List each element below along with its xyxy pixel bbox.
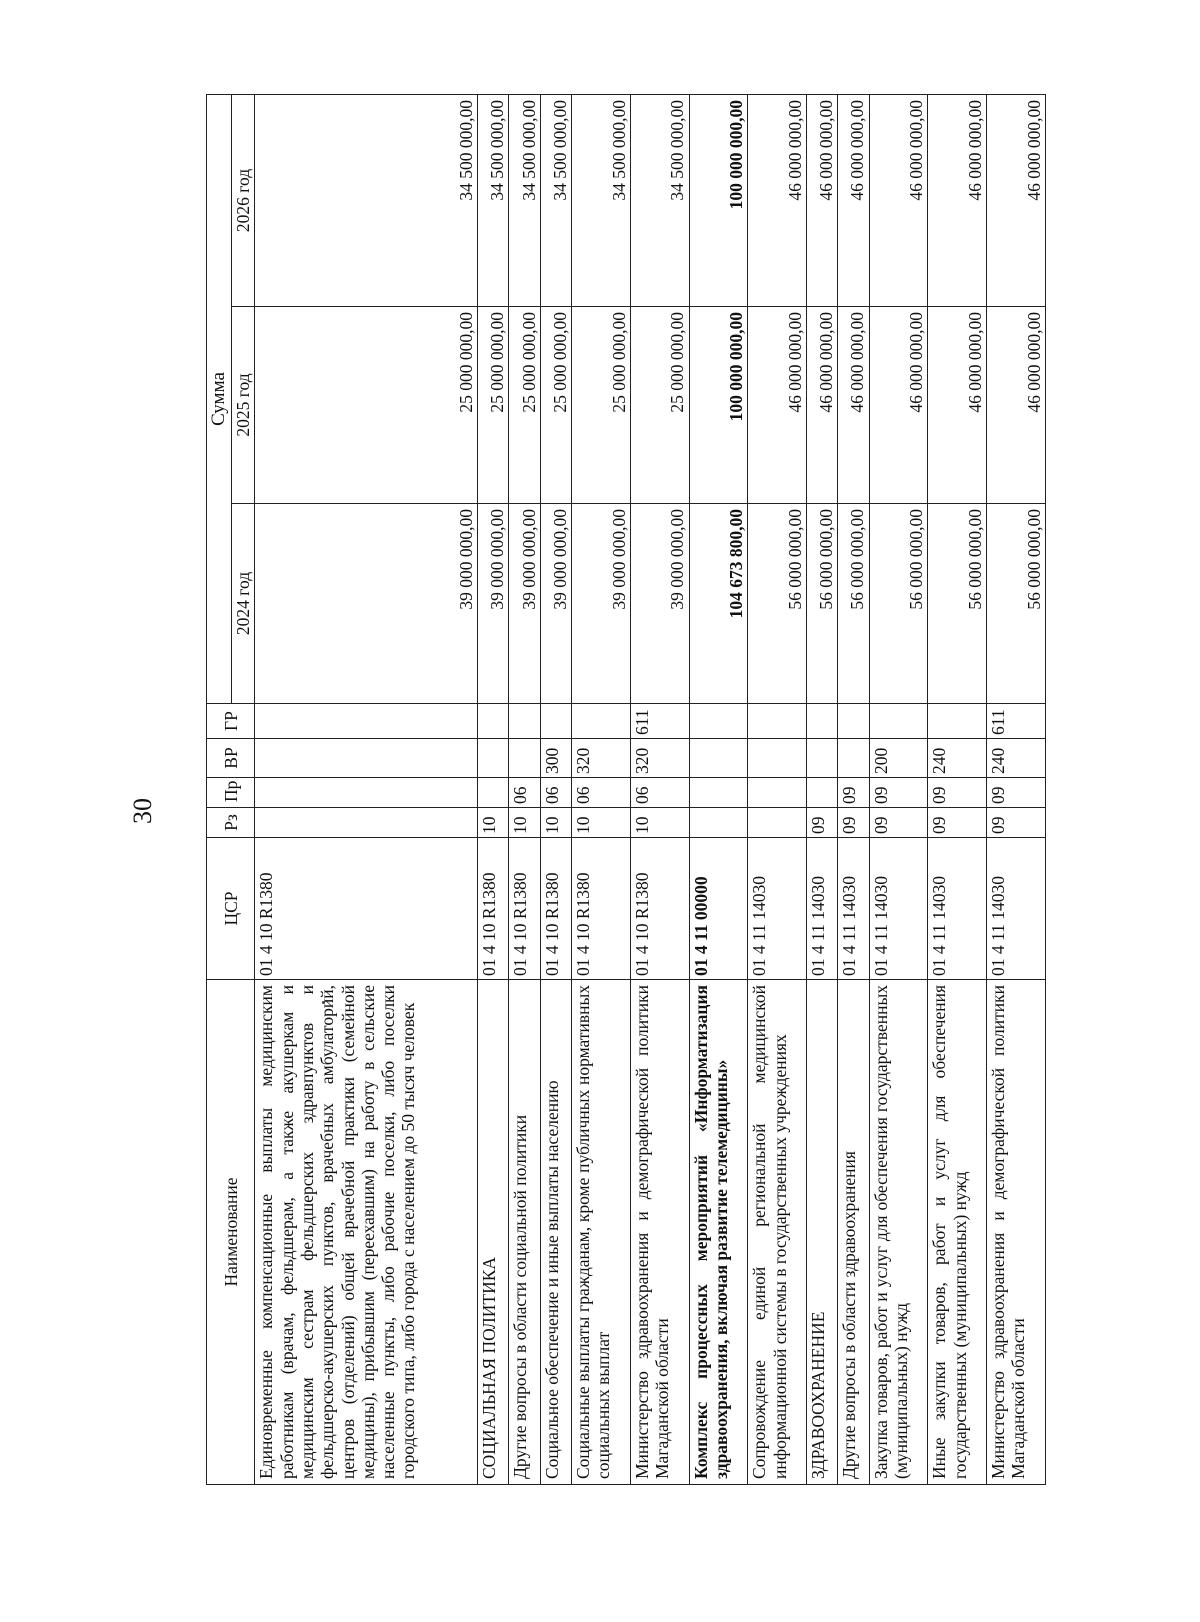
row-vr: 320 <box>572 739 631 778</box>
row-rz <box>689 808 748 838</box>
row-amount-2025: 25 000 000,00 <box>509 307 540 504</box>
row-rz: 10 <box>478 808 509 838</box>
header-gr: ГР <box>207 704 255 739</box>
row-amount-2026: 34 500 000,00 <box>540 94 571 306</box>
row-pr: 09 <box>838 778 869 808</box>
header-pr: Пр <box>207 778 255 808</box>
table-body <box>255 94 1046 1484</box>
row-amount-2024: 56 000 000,00 <box>807 504 838 704</box>
header-sum: Сумма <box>207 94 232 703</box>
header-csr: ЦСР <box>207 838 255 980</box>
row-gr <box>807 704 838 739</box>
row-pr: 09 <box>869 778 928 808</box>
row-amount-2024: 104 673 800,00 <box>689 504 748 704</box>
row-vr <box>689 739 748 778</box>
row-amount-2024: 56 000 000,00 <box>838 504 869 704</box>
row-csr: 01 4 10 R1380 <box>478 838 509 980</box>
row-vr <box>255 739 478 778</box>
row-vr <box>478 739 509 778</box>
row-csr: 01 4 11 14030 <box>987 838 1046 980</box>
table-header <box>207 94 255 1484</box>
row-rz: 09 <box>838 808 869 838</box>
row-amount-2024: 56 000 000,00 <box>869 504 928 704</box>
row-rz: 10 <box>630 808 689 838</box>
row-amount-2026: 34 500 000,00 <box>255 94 478 306</box>
row-amount-2025: 46 000 000,00 <box>869 307 928 504</box>
table-row <box>748 94 807 1484</box>
row-pr <box>748 778 807 808</box>
row-csr: 01 4 11 14030 <box>748 838 807 980</box>
table-row <box>255 94 478 1484</box>
row-amount-2025: 25 000 000,00 <box>540 307 571 504</box>
row-amount-2026: 46 000 000,00 <box>928 94 987 306</box>
row-amount-2026: 34 500 000,00 <box>572 94 631 306</box>
row-vr <box>838 739 869 778</box>
row-amount-2026: 46 000 000,00 <box>869 94 928 306</box>
row-pr: 09 <box>987 778 1046 808</box>
row-vr: 300 <box>540 739 571 778</box>
row-rz: 09 <box>987 808 1046 838</box>
row-name: Единовременные компенсационные выплаты медицинским работникам (врачам, фельдшерам, а также акушеркам и медицинским сестрам фельдшерских здравпунктов и фельдшерско-акушерских пунктов, врачебных амбулаторий, центров (отделений) общей врачебной практики (семейной медицины), прибывшим (переехавшим) на работу в сельские населенные пункты, либо рабочие поселки, либо поселки городского типа, либо города с населением до 50 тысяч человек <box>255 980 478 1485</box>
row-name: Социальное обеспечение и иные выплаты населению <box>540 980 571 1485</box>
row-rz: 09 <box>807 808 838 838</box>
table-row <box>540 94 571 1484</box>
row-amount-2024: 39 000 000,00 <box>572 504 631 704</box>
rotated-table-wrapper <box>206 95 1046 1485</box>
row-name: Сопровождение единой региональной медицинской информационной системы в государственных учреждениях <box>748 980 807 1485</box>
header-rz: Рз <box>207 808 255 838</box>
row-pr: 06 <box>540 778 571 808</box>
row-vr <box>509 739 540 778</box>
table-row <box>869 94 928 1484</box>
row-name: Комплекс процессных мероприятий «Информатизация здравоохранения, включая развитие телемедицины» <box>689 980 748 1485</box>
row-name: Министерство здравоохранения и демографической политики Магаданской области <box>630 980 689 1485</box>
row-vr <box>748 739 807 778</box>
row-amount-2026: 34 500 000,00 <box>630 94 689 306</box>
row-rz: 10 <box>509 808 540 838</box>
row-gr <box>572 704 631 739</box>
row-name: Закупка товаров, работ и услуг для обеспечения государственных (муниципальных) нужд <box>869 980 928 1485</box>
row-amount-2025: 25 000 000,00 <box>255 307 478 504</box>
row-vr: 240 <box>987 739 1046 778</box>
row-pr <box>478 778 509 808</box>
row-amount-2026: 34 500 000,00 <box>509 94 540 306</box>
row-csr: 01 4 10 R1380 <box>255 838 478 980</box>
row-rz <box>748 808 807 838</box>
table-row <box>572 94 631 1484</box>
row-amount-2025: 46 000 000,00 <box>928 307 987 504</box>
row-gr <box>689 704 748 739</box>
row-pr: 06 <box>572 778 631 808</box>
header-year-2025: 2025 год <box>232 307 255 504</box>
row-name: СОЦИАЛЬНАЯ ПОЛИТИКА <box>478 980 509 1485</box>
table-row <box>987 94 1046 1484</box>
row-amount-2025: 46 000 000,00 <box>748 307 807 504</box>
row-amount-2026: 34 500 000,00 <box>478 94 509 306</box>
row-gr <box>838 704 869 739</box>
row-csr: 01 4 10 R1380 <box>630 838 689 980</box>
table-row <box>630 94 689 1484</box>
row-amount-2024: 56 000 000,00 <box>928 504 987 704</box>
row-amount-2025: 46 000 000,00 <box>807 307 838 504</box>
row-gr <box>509 704 540 739</box>
row-pr <box>689 778 748 808</box>
row-amount-2025: 100 000 000,00 <box>689 307 748 504</box>
row-amount-2024: 39 000 000,00 <box>255 504 478 704</box>
row-csr: 01 4 11 14030 <box>807 838 838 980</box>
row-name: Министерство здравоохранения и демографической политики Магаданской области <box>987 980 1046 1485</box>
row-amount-2026: 46 000 000,00 <box>987 94 1046 306</box>
row-amount-2026: 46 000 000,00 <box>838 94 869 306</box>
table-row <box>689 94 748 1484</box>
row-amount-2024: 39 000 000,00 <box>540 504 571 704</box>
row-csr: 01 4 11 14030 <box>869 838 928 980</box>
row-pr: 09 <box>928 778 987 808</box>
row-amount-2024: 39 000 000,00 <box>630 504 689 704</box>
row-gr <box>478 704 509 739</box>
row-name: Иные закупки товаров, работ и услуг для обеспечения государственных (муниципальных) нужд <box>928 980 987 1485</box>
row-name: Другие вопросы в области здравоохранения <box>838 980 869 1485</box>
header-year-2024: 2024 год <box>232 504 255 704</box>
table-row <box>807 94 838 1484</box>
row-gr <box>255 704 478 739</box>
table-row <box>478 94 509 1484</box>
row-amount-2024: 56 000 000,00 <box>987 504 1046 704</box>
table-row <box>928 94 987 1484</box>
row-vr: 240 <box>928 739 987 778</box>
row-rz: 09 <box>869 808 928 838</box>
row-vr <box>807 739 838 778</box>
header-name: Наименование <box>207 980 255 1485</box>
row-name: ЗДРАВООХРАНЕНИЕ <box>807 980 838 1485</box>
row-pr <box>807 778 838 808</box>
row-vr: 200 <box>869 739 928 778</box>
row-vr: 320 <box>630 739 689 778</box>
row-gr: 611 <box>987 704 1046 739</box>
row-amount-2024: 56 000 000,00 <box>748 504 807 704</box>
table-row <box>509 94 540 1484</box>
row-gr <box>540 704 571 739</box>
row-csr: 01 4 11 00000 <box>689 838 748 980</box>
row-csr: 01 4 10 R1380 <box>540 838 571 980</box>
row-gr <box>869 704 928 739</box>
header-vr: ВР <box>207 739 255 778</box>
row-amount-2024: 39 000 000,00 <box>478 504 509 704</box>
row-amount-2025: 46 000 000,00 <box>838 307 869 504</box>
row-rz: 10 <box>540 808 571 838</box>
row-amount-2024: 39 000 000,00 <box>509 504 540 704</box>
row-amount-2026: 46 000 000,00 <box>807 94 838 306</box>
row-rz: 09 <box>928 808 987 838</box>
page-number: 30 <box>128 798 157 824</box>
row-amount-2025: 25 000 000,00 <box>572 307 631 504</box>
row-gr <box>748 704 807 739</box>
row-amount-2025: 25 000 000,00 <box>630 307 689 504</box>
row-gr: 611 <box>630 704 689 739</box>
row-amount-2025: 46 000 000,00 <box>987 307 1046 504</box>
row-csr: 01 4 10 R1380 <box>572 838 631 980</box>
row-amount-2025: 25 000 000,00 <box>478 307 509 504</box>
row-csr: 01 4 11 14030 <box>838 838 869 980</box>
row-rz <box>255 808 478 838</box>
budget-table <box>206 94 1046 1485</box>
row-amount-2026: 46 000 000,00 <box>748 94 807 306</box>
row-rz: 10 <box>572 808 631 838</box>
row-name: Другие вопросы в области социальной политики <box>509 980 540 1485</box>
row-gr <box>928 704 987 739</box>
row-pr: 06 <box>630 778 689 808</box>
table-row <box>838 94 869 1484</box>
row-pr: 06 <box>509 778 540 808</box>
header-year-2026: 2026 год <box>232 94 255 306</box>
row-pr <box>255 778 478 808</box>
row-name: Социальные выплаты гражданам, кроме публичных нормативных социальных выплат <box>572 980 631 1485</box>
row-amount-2026: 100 000 000,00 <box>689 94 748 306</box>
row-csr: 01 4 11 14030 <box>928 838 987 980</box>
row-csr: 01 4 10 R1380 <box>509 838 540 980</box>
